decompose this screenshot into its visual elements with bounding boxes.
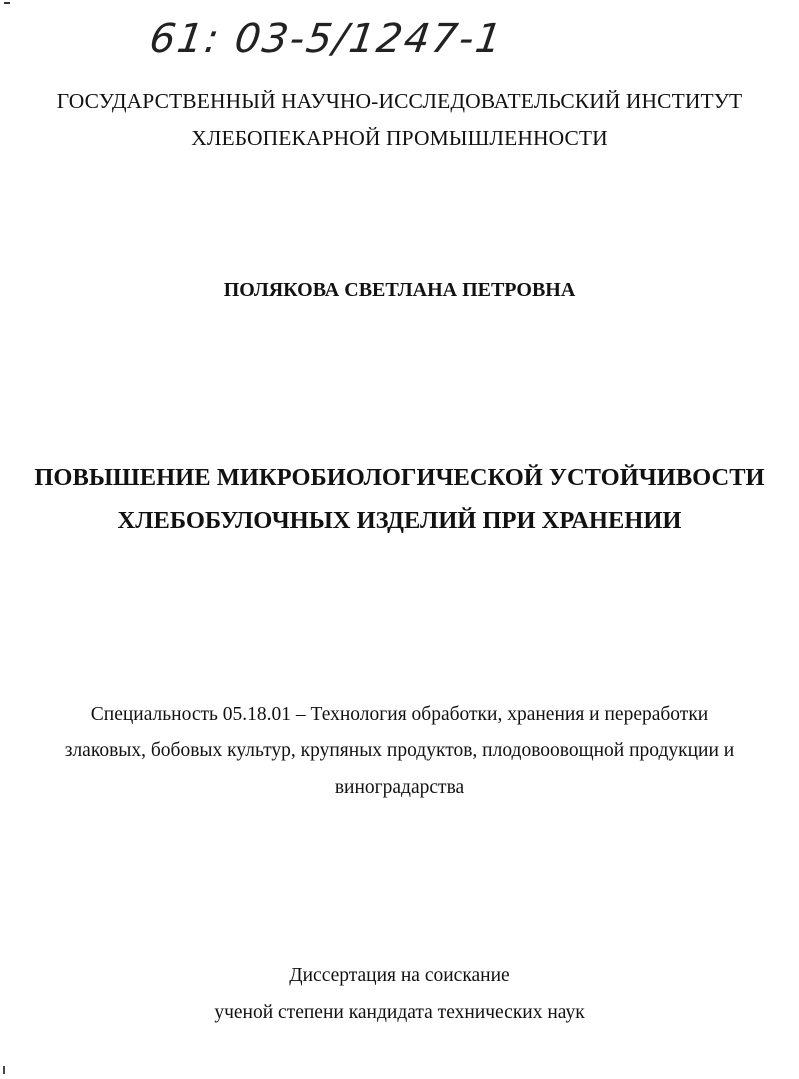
handwritten-archive-code [146,2,530,92]
specialty-line-1: Специальность 05.18.01 – Технология обработки, хранения и переработки [90,704,709,725]
institute-name-line-2: ХЛЕБОПЕКАРНОЙ ПРОМЫШЛЕННОСТИ [191,126,608,150]
corner-mark [4,2,10,4]
handwritten-code-text: 61: 03-5/1247-1 [146,16,507,62]
dissertation-line-2: ученой степени кандидата технических наук [214,1002,585,1023]
thesis-title-line-2: ХЛЕБОБУЛОЧНЫХ ИЗДЕЛИЙ ПРИ ХРАНЕНИИ [117,507,682,534]
bottom-mark [3,1066,5,1074]
author-name: ПОЛЯКОВА СВЕТЛАНА ПЕТРОВНА [223,279,576,301]
thesis-title-line-1: ПОВЫШЕНИЕ МИКРОБИОЛОГИЧЕСКОЙ УСТОЙЧИВОСТИ [34,464,765,491]
institute-name-line-1: ГОСУДАРСТВЕННЫЙ НАУЧНО-ИССЛЕДОВАТЕЛЬСКИЙ ИНСТИТУТ [56,89,743,113]
specialty-line-2: злаковых, бобовых культур, крупяных продуктов, плодовоовощной продукции и [64,740,735,761]
dissertation-line-1: Диссертация на соискание [289,965,510,986]
specialty-line-3: виноградарства [334,777,465,798]
